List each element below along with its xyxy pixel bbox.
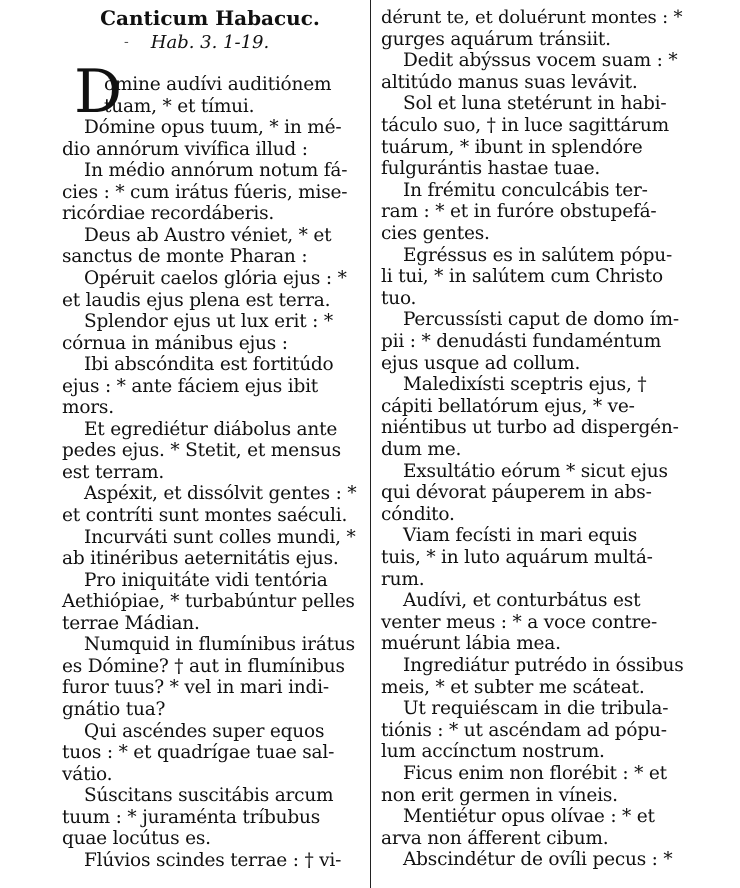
text-line: Sol et luna stetérunt in habi- xyxy=(403,93,667,115)
text-line: niéntibus ut turbo ad dispergén- xyxy=(381,417,679,439)
text-line: terrae Mádian. xyxy=(62,612,200,634)
text-line: Splendor ejus ut lux erit : * xyxy=(84,311,333,333)
text-line: Abscindétur de ovíli pecus : * xyxy=(403,849,673,871)
text-line: tuo. xyxy=(381,287,417,309)
text-line: pedes ejus. * Stetit, et mensus xyxy=(62,440,341,462)
text-line: Numquid in flumínibus irátus xyxy=(84,634,355,656)
text-line: qui dévorat páuperem in abs- xyxy=(381,482,652,504)
text-line: córnua in mánibus ejus : xyxy=(62,332,288,354)
text-line: Ingrediátur putrédo in óssibus xyxy=(403,655,684,676)
text-line: arva non áfferent cibum. xyxy=(381,827,609,849)
text-line: sanctus de monte Pharan : xyxy=(62,246,308,268)
text-line: In frémitu conculcábis ter- xyxy=(403,179,648,201)
text-line: tuárum, * ibunt in splendóre xyxy=(381,136,643,158)
text-line: quae locútus es. xyxy=(62,828,211,850)
text-line: dum me. xyxy=(381,439,462,460)
text-line: Ficus enim non florébit : * et xyxy=(403,763,667,784)
text-line: rum. xyxy=(381,568,425,590)
text-line: mors. xyxy=(62,397,114,419)
text-line: es Dómine? † aut in flumínibus xyxy=(62,655,345,677)
text-line: Aethiópiae, * turbabúntur pelles xyxy=(62,591,355,613)
text-line: tuis, * in luto aquárum multá- xyxy=(381,547,653,568)
text-line: dérunt te, et doluérunt montes : * xyxy=(381,7,683,28)
text-line: et contríti sunt montes saéculi. xyxy=(62,505,348,526)
text-line: fulgurántis hastae tuae. xyxy=(381,158,601,180)
text-line: meis, * et subter me scáteat. xyxy=(381,676,645,698)
text-line: tiónis : * ut ascéndam ad pópu- xyxy=(381,719,667,741)
text-line: Deus ab Austro véniet, * et xyxy=(84,224,332,246)
text-line: Dedit abýssus vocem suam : * xyxy=(403,50,678,72)
text-line: lum accínctum nostrum. xyxy=(381,741,605,763)
text-line: furor tuus? * vel in mari indi- xyxy=(62,677,329,699)
text-line: Qui ascéndes super equos xyxy=(84,720,325,742)
text-line: cies gentes. xyxy=(381,223,490,244)
text-line: li tui, * in salútem cum Christo xyxy=(381,266,663,288)
text-line: Exsultátio eórum * sicut ejus xyxy=(403,460,668,482)
text-line: Pro iniquitáte vidi tentória xyxy=(84,569,328,591)
text-line: Dómine opus tuum, * in mé- xyxy=(84,117,342,139)
text-line: Et egrediétur diábolus ante xyxy=(84,418,338,440)
text-line: ricórdiae recordáberis. xyxy=(62,203,275,225)
text-line: vátio. xyxy=(62,763,113,785)
text-line: Mentiétur opus olívae : * et xyxy=(403,806,655,828)
text-line: Percussísti caput de domo ím- xyxy=(403,309,679,331)
text-line: Maledixísti sceptris ejus, † xyxy=(403,374,647,396)
text-line: altitúdo manus suas levávit. xyxy=(381,71,638,93)
text-line: cóndito. xyxy=(381,503,455,525)
text-line: Audívi, et conturbátus est xyxy=(403,590,641,612)
column-divider xyxy=(370,0,371,888)
text-line: Flúvios scindes terrae : † vi- xyxy=(84,849,342,871)
text-line: cápiti bellatórum ejus, * ve- xyxy=(381,395,635,417)
text-line: ab itinéribus aeternitátis ejus. xyxy=(62,548,339,570)
text-line: Ut requiéscam in die tribula- xyxy=(403,698,669,720)
text-line: muérunt lábia mea. xyxy=(381,633,561,655)
text-line: gnátio tua? xyxy=(62,698,166,720)
text-line: Súscitans suscitábis arcum xyxy=(84,785,334,807)
text-line: pii : * denudásti fundaméntum xyxy=(381,331,662,352)
text-line: gurges aquárum tránsiit. xyxy=(381,28,611,50)
text-line: Ibi abscóndita est fortitúdo xyxy=(84,354,334,376)
text-line: táculo suo, † in luce sagittárum xyxy=(381,115,669,136)
text-line: ómine audívi auditiónem xyxy=(104,74,332,95)
canticle-title: Canticum Habacuc. xyxy=(100,6,320,30)
text-line: tuum : * juraménta tríbubus xyxy=(62,806,321,828)
text-line: tuam, * et tímui. xyxy=(104,95,255,117)
text-line: Incurváti sunt colles mundi, * xyxy=(84,526,356,548)
text-line: dio annórum vivífica illud : xyxy=(62,138,308,160)
text-line: tuos : * et quadrígae tuae sal- xyxy=(62,742,335,764)
text-line: In médio annórum notum fá- xyxy=(84,160,348,182)
text-line: ejus usque ad collum. xyxy=(381,352,581,374)
text-line: Opéruit caelos glória ejus : * xyxy=(84,267,347,289)
text-line: ejus : * ante fáciem ejus ibit xyxy=(62,375,319,397)
drop-cap: D xyxy=(74,57,123,127)
dash-mark: - xyxy=(124,34,129,50)
text-line: Viam fecísti in mari equis xyxy=(403,525,638,547)
text-line: et laudis ejus plena est terra. xyxy=(62,289,331,311)
text-line: venter meus : * a voce contre- xyxy=(381,611,658,633)
text-line: non erit germen in víneis. xyxy=(381,784,618,806)
text-line: ram : * et in furóre obstupefá- xyxy=(381,201,657,223)
text-line: Aspéxit, et dissólvit gentes : * xyxy=(84,483,357,505)
scripture-reference: Hab. 3. 1-19. xyxy=(150,32,270,53)
text-line: cies : * cum irátus fúeris, mise- xyxy=(62,181,348,203)
text-line: est terram. xyxy=(62,461,165,483)
text-line: Egréssus es in salútem pópu- xyxy=(403,244,673,266)
